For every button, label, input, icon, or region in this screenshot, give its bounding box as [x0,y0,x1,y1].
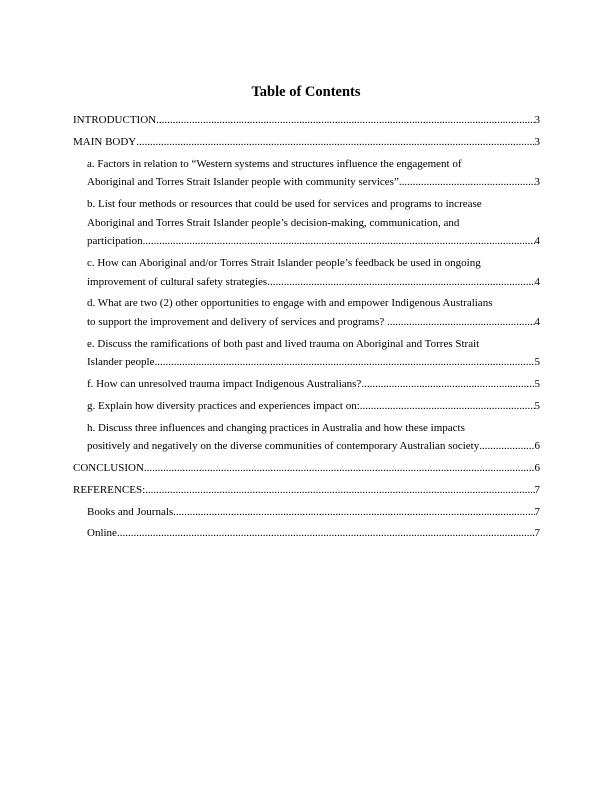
toc-entry-text: Islander people [87,356,155,369]
toc-entry-text: Books and Journals [87,505,174,518]
toc-entry-line: a. Factors in relation to “Western systems and structures influence the engagement of [87,157,462,170]
toc-entry-text: REFERENCES: [73,483,146,496]
toc-entry-books-and-journals[interactable] [73,503,540,522]
toc-entry-text: positively and negatively on the diverse communities of contemporary Australian society [87,440,480,453]
leader-dots [117,524,535,543]
toc-page-number: 7 [534,483,540,496]
toc-entry-text: improvement of cultural safety strategies [87,275,268,288]
toc-entry-text: INTRODUCTION [73,114,157,126]
toc-entry-line: h. Discuss three influences and changing practices in Australia and how these impacts [87,421,465,434]
leader-dots [136,133,534,152]
toc-entry-text: Aboriginal and Torres Strait Islander people with community services” [87,176,399,189]
toc-page-number: 3 [534,114,540,126]
leader-dots [267,273,534,292]
toc-entry-references[interactable] [73,481,540,500]
leader-dots [155,353,535,372]
toc-entry-e[interactable] [73,335,540,372]
leader-dots [144,459,535,478]
table-of-contents [73,111,540,546]
toc-entry-b[interactable] [73,195,540,251]
toc-entry-g[interactable] [73,397,540,416]
toc-entry-h[interactable] [73,419,540,456]
toc-entry-a[interactable] [73,155,540,192]
toc-page-number: 7 [534,527,540,540]
toc-page-number: 4 [534,315,540,328]
toc-page-number: 6 [534,461,540,474]
leader-dots [387,313,535,332]
toc-entry-line: e. Discuss the ramifications of both past and lived trauma on Aboriginal and Torres Strait [87,337,480,350]
toc-entry-text: g. Explain how diversity practices and experiences impact on: [87,399,360,412]
toc-title: Table of Contents [251,84,361,100]
toc-entry-line: b. List four methods or resources that could be used for services and programs to increase [87,197,482,210]
toc-entry-line: Aboriginal and Torres Strait Islander people’s decision-making, communication, and [87,216,460,229]
toc-entry-text: MAIN BODY [73,135,137,148]
toc-entry-text: f. How can unresolved trauma impact Indigenous Australians? [87,378,362,391]
toc-page-number: 5 [534,356,540,369]
toc-entry-text: Online [87,527,117,540]
leader-dots [399,173,535,192]
toc-entry-line: c. How can Aboriginal and/or Torres Strait Islander people’s feedback be used in ongoing [87,256,481,269]
toc-entry-c[interactable] [73,254,540,291]
leader-dots [361,375,534,394]
toc-entry-f[interactable] [73,375,540,394]
toc-page-number: 7 [534,505,540,518]
toc-entry-text: participation [87,235,143,248]
toc-page-number: 6 [534,440,540,453]
toc-page-number: 4 [534,235,540,248]
leader-dots [173,503,534,522]
toc-entry-introduction[interactable] [73,111,540,130]
toc-entry-conclusion[interactable] [73,459,540,478]
leader-dots [143,232,535,251]
toc-entry-d[interactable] [73,294,540,331]
leader-dots [479,437,534,456]
toc-entry-main-body[interactable] [73,133,540,152]
toc-page-number: 5 [534,399,540,412]
toc-entry-text: CONCLUSION [73,461,144,474]
toc-page-number: 3 [534,135,540,148]
leader-dots [145,481,534,500]
toc-page-number: 4 [534,275,540,288]
toc-entry-online[interactable] [73,524,540,543]
leader-dots [156,111,534,130]
leader-dots [360,397,535,416]
toc-entry-line: d. What are two (2) other opportunities to engage with and empower Indigenous Australians [87,297,493,310]
toc-page-number: 5 [534,378,540,391]
toc-page-number: 3 [534,176,540,189]
toc-entry-text: to support the improvement and delivery of services and programs? [87,315,387,328]
